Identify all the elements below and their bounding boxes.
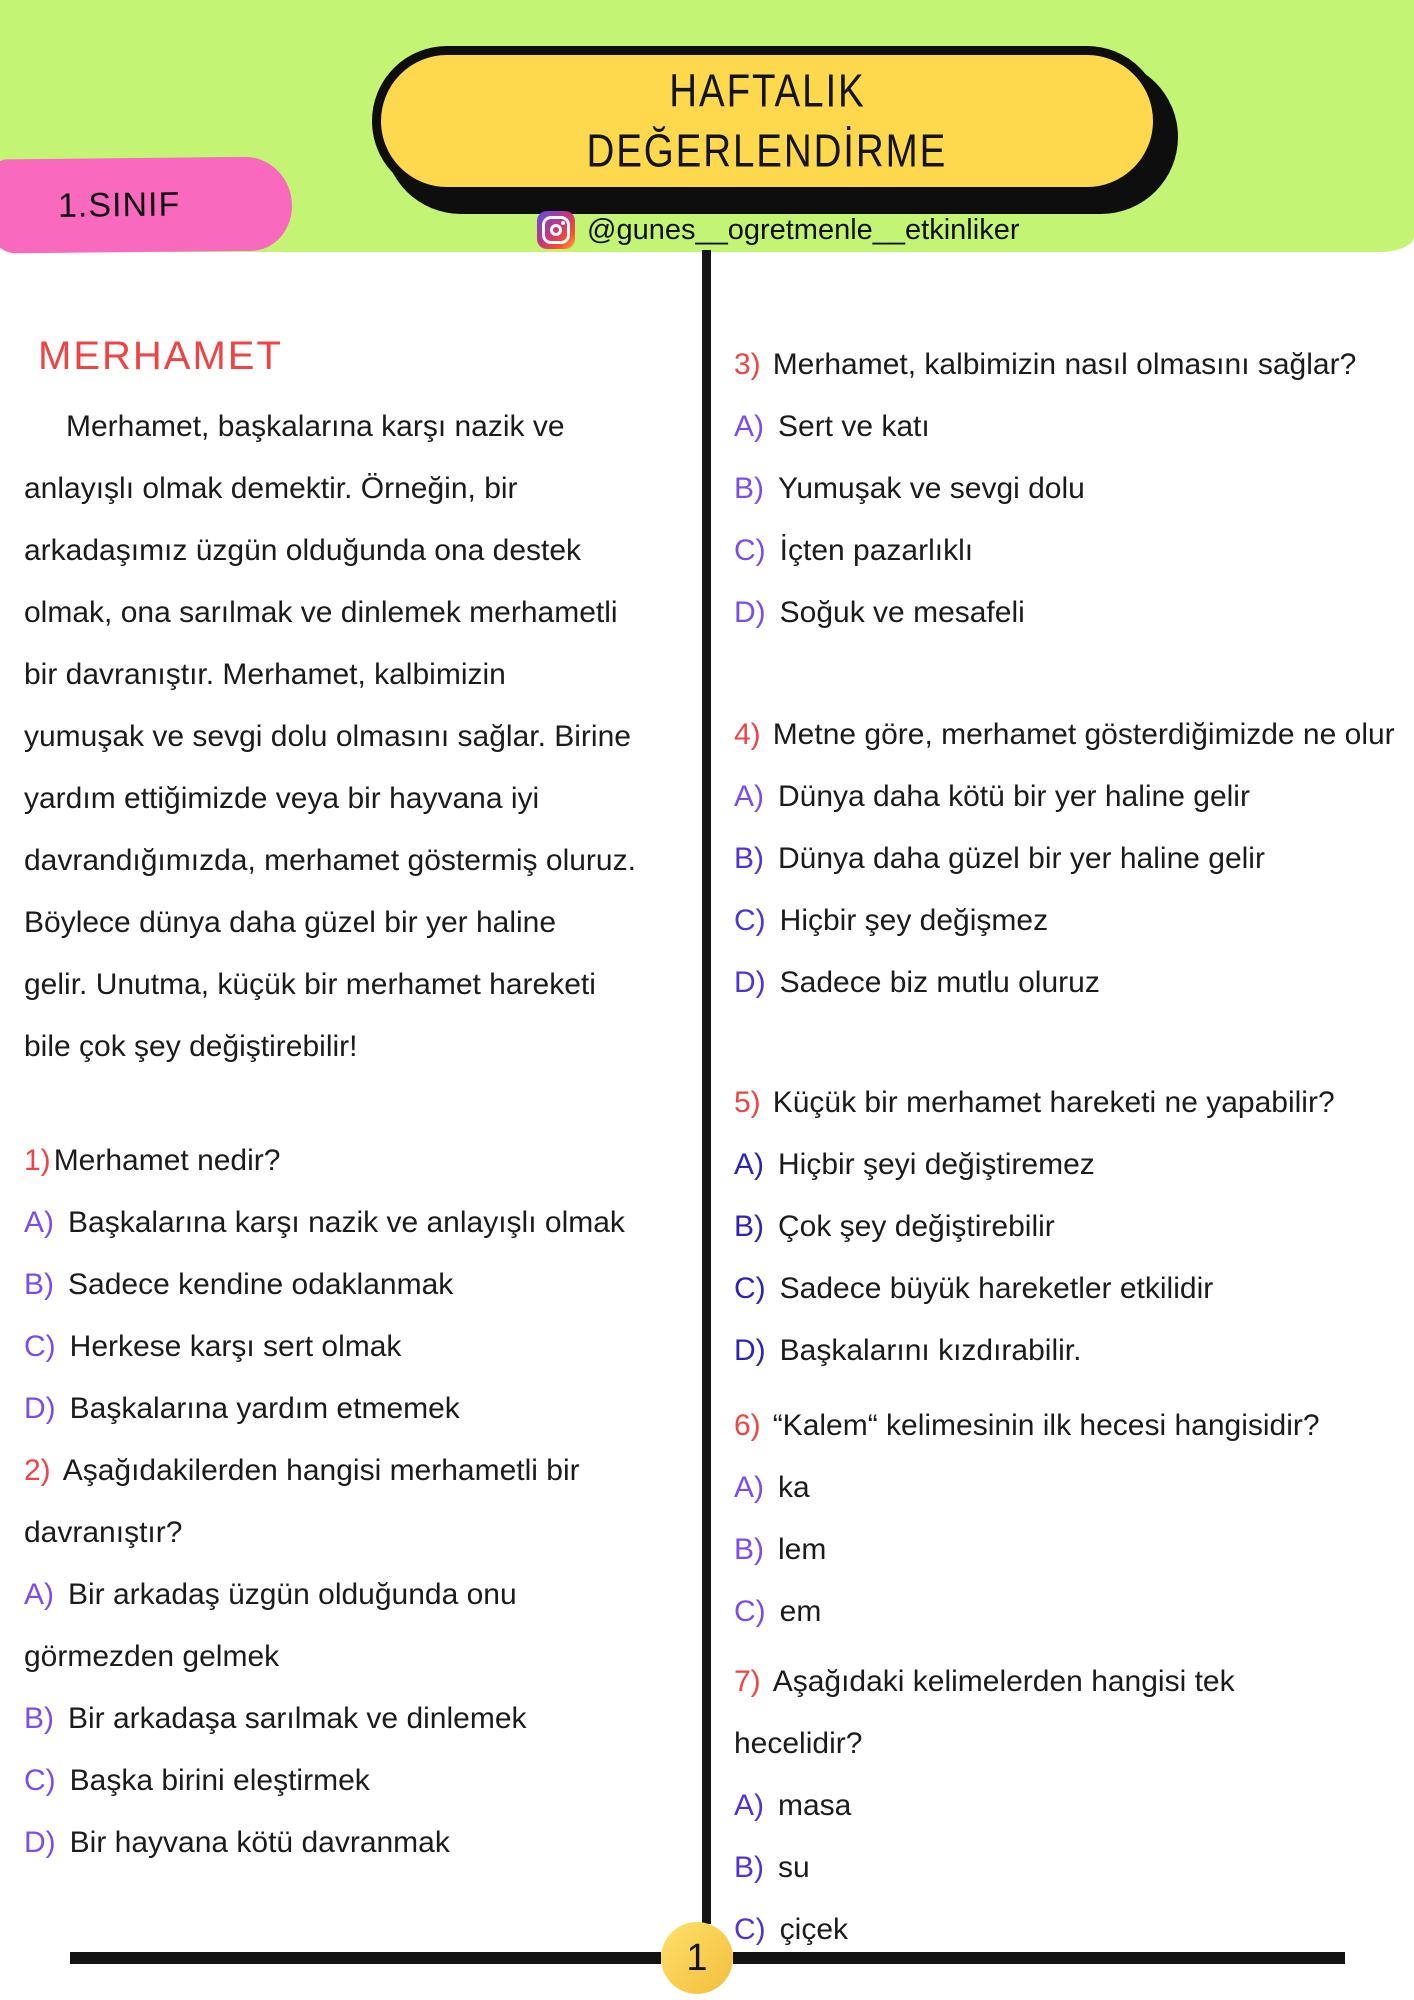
- question-3-option-a: [734, 396, 1414, 458]
- question-4: [734, 704, 1414, 1014]
- option-text: Herkese karşı sert olmak: [69, 1330, 402, 1363]
- question-4-option-a: [734, 766, 1414, 828]
- option-text: Hiçbir şeyi değiştiremez: [778, 1148, 1095, 1181]
- option-letter: B): [24, 1702, 54, 1735]
- question-line: Küçük bir merhamet hareketi ne yapabilir?: [772, 1086, 1335, 1119]
- question-3-option-b: [734, 458, 1414, 520]
- question-5-option-d: [734, 1320, 1414, 1382]
- passage-line: olmak, ona sarılmak ve dinlemek merhametli: [24, 596, 618, 629]
- option-text: em: [779, 1595, 822, 1628]
- option-letter: D): [24, 1392, 56, 1425]
- option-text: Başka birini eleştirmek: [69, 1764, 370, 1797]
- question-line: Aşağıdakilerden hangisi merhametli bir: [62, 1454, 580, 1487]
- option-letter: B): [24, 1268, 54, 1301]
- option-text: masa: [778, 1789, 852, 1822]
- passage-line: gelir. Unutma, küçük bir merhamet hareketi: [24, 968, 596, 1001]
- option-letter: A): [24, 1206, 54, 1239]
- option-letter: A): [734, 780, 764, 813]
- question-2-option-a-line-2: görmezden gelmek: [24, 1640, 280, 1673]
- question-number: 1): [24, 1144, 51, 1177]
- question-3-text: [734, 334, 1414, 396]
- passage-line: arkadaşımız üzgün olduğunda ona destek: [24, 534, 582, 567]
- question-6-option-b: [734, 1519, 1414, 1581]
- page-number: 1: [686, 1936, 708, 1979]
- question-5: [734, 1072, 1414, 1382]
- option-letter: D): [734, 966, 766, 999]
- option-text: Hiçbir şey değişmez: [779, 904, 1049, 937]
- question-6-option-a: [734, 1457, 1414, 1519]
- question-2-option-c: [24, 1750, 700, 1812]
- passage-line: Merhamet, başkalarına karşı nazik ve: [66, 410, 565, 443]
- option-text: Bir hayvana kötü davranmak: [69, 1826, 450, 1859]
- question-1-option-a: [24, 1192, 700, 1254]
- option-letter: D): [24, 1826, 56, 1859]
- right-column: [734, 318, 1414, 1961]
- passage-line: bir davranıştır. Merhamet, kalbimizin: [24, 658, 506, 691]
- question-7-option-a: [734, 1775, 1414, 1837]
- option-letter: A): [734, 1471, 764, 1504]
- option-text: Sadece büyük hareketler etkilidir: [779, 1272, 1214, 1305]
- passage-title: MERHAMET: [38, 334, 283, 378]
- question-2-option-d: [24, 1812, 700, 1874]
- question-2: [24, 1440, 700, 1874]
- option-letter: C): [734, 1913, 766, 1946]
- question-7-option-b: [734, 1837, 1414, 1899]
- instagram-icon-lens: [550, 224, 562, 236]
- question-number: 2): [24, 1454, 51, 1487]
- passage-line: Böylece dünya daha güzel bir yer haline: [24, 906, 557, 939]
- option-letter: C): [24, 1330, 56, 1363]
- question-7: [734, 1651, 1414, 1961]
- question-2-option-a: [24, 1564, 700, 1626]
- title-banner: [372, 46, 1162, 196]
- question-1-option-d: [24, 1378, 700, 1440]
- instagram-row: [537, 210, 1019, 250]
- passage-line: yardım ettiğimizde veya bir hayvana iyi: [24, 782, 540, 815]
- option-text: Bir arkadaşa sarılmak ve dinlemek: [68, 1702, 527, 1735]
- left-column: [24, 318, 700, 1874]
- question-number: 3): [734, 348, 761, 381]
- option-letter: C): [24, 1764, 56, 1797]
- option-text: Sadece biz mutlu oluruz: [779, 966, 1100, 999]
- instagram-icon-dot: [561, 221, 565, 225]
- option-letter: B): [734, 1210, 764, 1243]
- question-5-option-b: [734, 1196, 1414, 1258]
- instagram-icon-frame: [542, 216, 570, 244]
- question-7-text: [734, 1651, 1414, 1713]
- question-6-option-c: [734, 1581, 1414, 1643]
- banner-line-2: DEĞERLENDİRME: [586, 125, 948, 177]
- option-text: İçten pazarlıklı: [779, 534, 974, 567]
- question-line: “Kalem“ kelimesinin ilk hecesi hangisidir?: [772, 1409, 1320, 1442]
- option-letter: B): [734, 1533, 764, 1566]
- grade-badge: [0, 156, 292, 253]
- question-5-text: [734, 1072, 1414, 1134]
- option-text: Dünya daha güzel bir yer haline gelir: [778, 842, 1265, 875]
- banner-line-1: HAFTALIK: [668, 65, 866, 117]
- page-number-badge: [661, 1922, 733, 1994]
- option-letter: A): [734, 410, 764, 443]
- question-6: [734, 1395, 1414, 1643]
- grade-badge-label: 1.SINIF: [57, 185, 181, 225]
- question-3: [734, 334, 1414, 644]
- instagram-icon: [537, 211, 575, 249]
- question-5-option-c: [734, 1258, 1414, 1320]
- option-text: lem: [778, 1533, 827, 1566]
- question-1-option-b: [24, 1254, 700, 1316]
- passage-text: [24, 396, 700, 1078]
- option-letter: C): [734, 534, 766, 567]
- footer-line-right: [733, 1952, 1345, 1964]
- question-line: Metne göre, merhamet gösterdiğimizde ne olur: [772, 718, 1395, 751]
- option-text: Başkalarına karşı nazik ve anlayışlı olmak: [68, 1206, 625, 1239]
- option-letter: A): [24, 1578, 54, 1611]
- option-text: Başkalarına yardım etmemek: [69, 1392, 460, 1425]
- question-7-text-line-2: hecelidir?: [734, 1727, 863, 1760]
- question-6-text: [734, 1395, 1414, 1457]
- passage-line: anlayışlı olmak demektir. Örneğin, bir: [24, 472, 518, 505]
- passage-line: yumuşak ve sevgi dolu olmasını sağlar. Birine: [24, 720, 631, 753]
- option-text: Başkalarını kızdırabilir.: [779, 1334, 1082, 1367]
- option-text: Sert ve katı: [778, 410, 930, 443]
- question-line: Merhamet nedir?: [53, 1144, 281, 1177]
- option-letter: A): [734, 1789, 764, 1822]
- option-letter: B): [734, 1851, 764, 1884]
- question-3-option-c: [734, 520, 1414, 582]
- question-line: Aşağıdaki kelimelerden hangisi tek: [772, 1665, 1235, 1698]
- column-divider: [702, 250, 711, 1924]
- option-text: Soğuk ve mesafeli: [779, 596, 1025, 629]
- option-letter: C): [734, 904, 766, 937]
- question-number: 7): [734, 1665, 761, 1698]
- passage-line: davrandığımızda, merhamet göstermiş oluruz.: [24, 844, 636, 877]
- option-letter: C): [734, 1595, 766, 1628]
- question-4-option-b: [734, 828, 1414, 890]
- question-number: 4): [734, 718, 761, 751]
- question-line: Merhamet, kalbimizin nasıl olmasını sağlar?: [772, 348, 1357, 381]
- question-1: [24, 1130, 700, 1440]
- option-text: Çok şey değiştirebilir: [778, 1210, 1055, 1243]
- question-4-text: [734, 704, 1414, 766]
- question-number: 5): [734, 1086, 761, 1119]
- question-2-option-b: [24, 1688, 700, 1750]
- option-text: ka: [778, 1471, 810, 1504]
- footer-line-left: [70, 1952, 661, 1964]
- question-2-text: [24, 1440, 700, 1502]
- option-text: çiçek: [779, 1913, 849, 1946]
- question-2-text-line-2: davranıştır?: [24, 1516, 183, 1549]
- option-letter: B): [734, 472, 764, 505]
- option-text: su: [778, 1851, 810, 1884]
- instagram-handle: @gunes__ogretmenle__etkinliker: [587, 213, 1020, 246]
- passage-line: bile çok şey değiştirebilir!: [24, 1030, 358, 1063]
- question-1-text: [24, 1130, 700, 1192]
- question-number: 6): [734, 1409, 761, 1442]
- option-letter: C): [734, 1272, 766, 1305]
- question-3-option-d: [734, 582, 1414, 644]
- option-letter: B): [734, 842, 764, 875]
- option-text: Bir arkadaş üzgün olduğunda onu: [68, 1578, 517, 1611]
- option-letter: D): [734, 596, 766, 629]
- option-text: Dünya daha kötü bir yer haline gelir: [778, 780, 1250, 813]
- option-text: Sadece kendine odaklanmak: [68, 1268, 454, 1301]
- question-1-option-c: [24, 1316, 700, 1378]
- option-letter: D): [734, 1334, 766, 1367]
- question-4-option-c: [734, 890, 1414, 952]
- option-text: Yumuşak ve sevgi dolu: [778, 472, 1085, 505]
- question-5-option-a: [734, 1134, 1414, 1196]
- option-letter: A): [734, 1148, 764, 1181]
- question-4-option-d: [734, 952, 1414, 1014]
